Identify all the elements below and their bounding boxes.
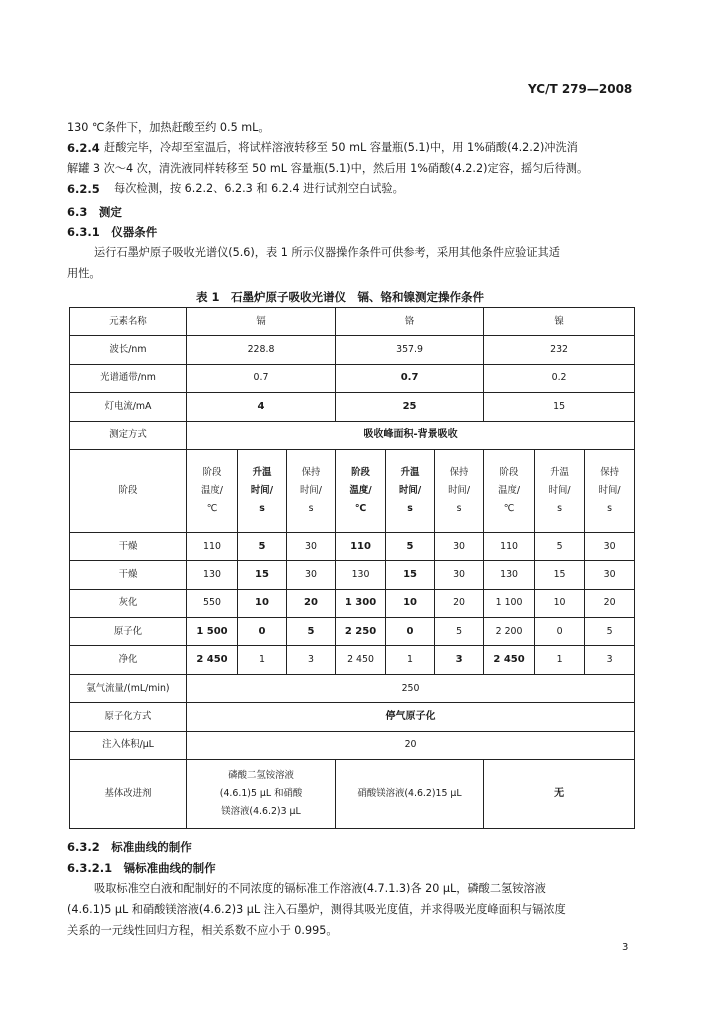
sub-header-line: 时间/ xyxy=(598,484,621,496)
stage-name: 干燥 xyxy=(70,561,187,589)
table-row xyxy=(70,703,635,731)
table-row xyxy=(70,674,635,702)
sub-header-line: 升温 xyxy=(550,466,569,478)
sub-header-line: s xyxy=(259,502,265,514)
sub-header-line: 温度/ xyxy=(498,484,521,496)
sub-header-line: s xyxy=(407,502,413,514)
cell: 250 xyxy=(187,674,635,702)
stage-name: 干燥 xyxy=(70,532,187,560)
row-label: 测定方式 xyxy=(70,421,187,449)
cell: 1 500 xyxy=(187,618,238,646)
cell: 232 xyxy=(484,336,635,364)
sub-header xyxy=(187,449,238,532)
sub-header xyxy=(484,449,535,532)
cell: 5 xyxy=(585,618,635,646)
cell: 2 250 xyxy=(336,618,386,646)
cell: 1 xyxy=(238,646,287,674)
cell: 15 xyxy=(386,561,435,589)
modifier-cr: 硝酸镁溶液(4.6.2)15 μL xyxy=(336,759,484,828)
sub-header-line: 时间/ xyxy=(398,484,422,496)
cell: 30 xyxy=(585,561,635,589)
cell: 550 xyxy=(187,589,238,617)
cell: 15 xyxy=(238,561,287,589)
cell: 130 xyxy=(336,561,386,589)
row-label: 注入体积/μL xyxy=(70,731,187,759)
sub-header-line: s xyxy=(456,502,462,514)
cell: 停气原子化 xyxy=(187,703,635,731)
table-row xyxy=(70,532,635,560)
section-number: 6.2.5 xyxy=(67,182,100,196)
cell: 0.7 xyxy=(187,364,336,392)
sub-header-line: ℃ xyxy=(206,502,218,514)
sub-header-line: 保持 xyxy=(449,466,469,478)
cell: 1 xyxy=(386,646,435,674)
cell: 130 xyxy=(187,561,238,589)
cell: 110 xyxy=(484,532,535,560)
sub-header-line: 时间/ xyxy=(548,484,571,496)
cell: 0 xyxy=(238,618,287,646)
cell: 15 xyxy=(535,561,585,589)
cell: 1 300 xyxy=(336,589,386,617)
element-cr: 铬 xyxy=(336,308,484,336)
sub-header-line: 阶段 xyxy=(351,466,370,478)
row-label: 波长/nm xyxy=(70,336,187,364)
table-row xyxy=(70,589,635,617)
table-row xyxy=(70,364,635,392)
cell: 5 xyxy=(238,532,287,560)
paragraph: 130 ℃条件下，加热赶酸至约 0.5 mL。 xyxy=(67,121,270,134)
paragraph: 每次检测，按 6.2.2、6.2.3 和 6.2.4 进行试剂空白试验。 xyxy=(114,182,404,195)
cell: 130 xyxy=(484,561,535,589)
element-ni: 镍 xyxy=(484,308,635,336)
cell: 3 xyxy=(287,646,336,674)
cell: 2 200 xyxy=(484,618,535,646)
cell: 2 450 xyxy=(484,646,535,674)
paragraph: 运行石墨炉原子吸收光谱仪(5.6)，表 1 所示仪器操作条件可供参考，采用其他条件应验证其适 xyxy=(94,246,560,259)
sub-header-line: s xyxy=(308,502,314,514)
stage-name: 净化 xyxy=(70,646,187,674)
sub-header xyxy=(287,449,336,532)
cell: 2 450 xyxy=(187,646,238,674)
row-label: 光谱通带/nm xyxy=(70,364,187,392)
cell: 30 xyxy=(287,532,336,560)
cell: 20 xyxy=(585,589,635,617)
cell: 30 xyxy=(287,561,336,589)
cell: 3 xyxy=(585,646,635,674)
cell: 0.7 xyxy=(336,364,484,392)
stage-name: 原子化 xyxy=(70,618,187,646)
cell: 20 xyxy=(435,589,484,617)
paragraph: 赶酸完毕，冷却至室温后，将试样溶液转移至 50 mL 容量瓶(5.1)中，用 1%硝酸(4.2.2)冲洗消 xyxy=(104,141,578,154)
row-label: 灯电流/mA xyxy=(70,393,187,421)
sub-header-line: s xyxy=(607,502,613,514)
table-row xyxy=(70,421,635,449)
table-row xyxy=(70,759,635,828)
cell: 3 xyxy=(435,646,484,674)
element-cd: 镉 xyxy=(187,308,336,336)
cell: 0 xyxy=(386,618,435,646)
modifier-line: 镁溶液(4.6.2)3 μL xyxy=(221,805,301,817)
sub-header-line: 升温 xyxy=(400,466,420,478)
table-row xyxy=(70,336,635,364)
modifier-ni: 无 xyxy=(484,759,635,828)
section-number: 6.2.4 xyxy=(67,141,100,155)
cell: 0.2 xyxy=(484,364,635,392)
sub-header-line: 阶段 xyxy=(202,466,222,478)
cell: 20 xyxy=(287,589,336,617)
cell: 25 xyxy=(336,393,484,421)
standard-code: YC/T 279—2008 xyxy=(528,82,633,96)
sub-header-line: 温度/ xyxy=(201,484,223,496)
cell: 30 xyxy=(435,561,484,589)
row-label: 基体改进剂 xyxy=(70,759,187,828)
section-heading: 6.3 测定 xyxy=(67,205,122,219)
table-row xyxy=(70,449,635,532)
section-heading: 6.3.2 标准曲线的制作 xyxy=(67,840,192,854)
sub-header-line: 阶段 xyxy=(499,466,519,478)
row-label: 阶段 xyxy=(70,449,187,532)
cell: 1 100 xyxy=(484,589,535,617)
cell: 110 xyxy=(187,532,238,560)
section-heading: 6.3.2.1 镉标准曲线的制作 xyxy=(67,861,216,875)
table-row xyxy=(70,561,635,589)
cell: 1 xyxy=(535,646,585,674)
stage-name: 灰化 xyxy=(70,589,187,617)
sub-header-line: 保持 xyxy=(600,466,619,478)
cell: 0 xyxy=(535,618,585,646)
cell: 30 xyxy=(585,532,635,560)
sub-header-line: 时间/ xyxy=(250,484,274,496)
sub-header xyxy=(336,449,386,532)
modifier-line: 磷酸二氢铵溶液 xyxy=(228,769,294,781)
table-row xyxy=(70,731,635,759)
paragraph: 吸取标准空白液和配制好的不同浓度的镉标准工作溶液(4.7.1.3)各 20 μL，磷酸二氢铵溶液 xyxy=(94,882,546,895)
sub-header-line: ℃ xyxy=(503,502,515,514)
cell: 吸收峰面积-背景吸收 xyxy=(187,421,635,449)
sub-header-line: 时间/ xyxy=(448,484,470,496)
sub-header xyxy=(238,449,287,532)
cell: 5 xyxy=(287,618,336,646)
row-label: 原子化方式 xyxy=(70,703,187,731)
paragraph: 解罐 3 次～4 次，清洗液同样转移至 50 mL 容量瓶(5.1)中，然后用 1%硝酸(4.2.2)定容，摇匀后待测。 xyxy=(67,162,589,175)
operating-conditions-table xyxy=(69,307,635,829)
modifier-cd xyxy=(187,759,336,828)
cell: 30 xyxy=(435,532,484,560)
page-number: 3 xyxy=(622,942,629,953)
sub-header xyxy=(435,449,484,532)
paragraph: (4.6.1)5 μL 和硝酸镁溶液(4.6.2)3 μL 注入石墨炉，测得其吸光度值，并求得吸光度峰面积与镉浓度 xyxy=(67,903,566,916)
cell: 228.8 xyxy=(187,336,336,364)
section-heading: 6.3.1 仪器条件 xyxy=(67,225,158,239)
cell: 5 xyxy=(435,618,484,646)
sub-header-line: 升温 xyxy=(252,466,272,478)
cell: 10 xyxy=(238,589,287,617)
table-row xyxy=(70,308,635,336)
cell: 110 xyxy=(336,532,386,560)
table-title: 表 1 石墨炉原子吸收光谱仪 镉、铬和镍测定操作条件 xyxy=(196,290,485,304)
sub-header-line: 时间/ xyxy=(300,484,322,496)
row-label: 氩气流量/(mL/min) xyxy=(70,674,187,702)
cell: 4 xyxy=(187,393,336,421)
cell: 5 xyxy=(535,532,585,560)
cell: 15 xyxy=(484,393,635,421)
sub-header-line: ℃ xyxy=(354,502,367,514)
cell: 2 450 xyxy=(336,646,386,674)
sub-header xyxy=(386,449,435,532)
sub-header-line: s xyxy=(557,502,562,514)
table-row xyxy=(70,393,635,421)
row-label: 元素名称 xyxy=(70,308,187,336)
table-row xyxy=(70,646,635,674)
paragraph: 关系的一元线性回归方程，相关系数不应小于 0.995。 xyxy=(67,924,338,937)
cell: 10 xyxy=(535,589,585,617)
sub-header-line: 温度/ xyxy=(349,484,372,496)
paragraph: 用性。 xyxy=(67,267,101,280)
cell: 10 xyxy=(386,589,435,617)
cell: 357.9 xyxy=(336,336,484,364)
table-row xyxy=(70,618,635,646)
sub-header xyxy=(535,449,585,532)
sub-header xyxy=(585,449,635,532)
cell: 20 xyxy=(187,731,635,759)
sub-header-line: 保持 xyxy=(301,466,321,478)
cell: 5 xyxy=(386,532,435,560)
modifier-line: (4.6.1)5 μL 和硝酸 xyxy=(219,787,303,799)
